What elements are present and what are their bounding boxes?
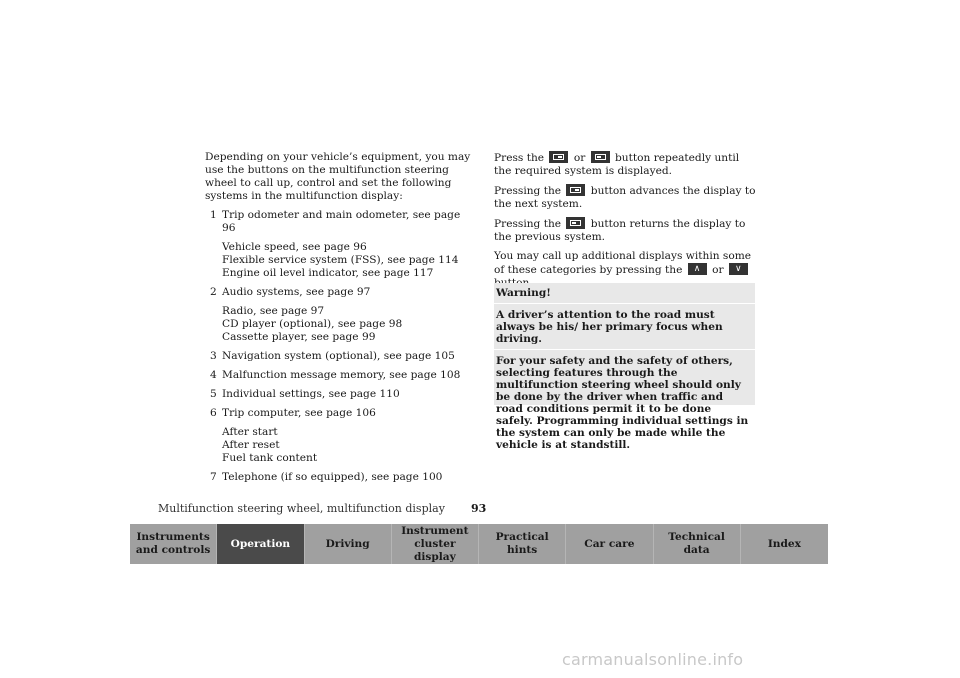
tab-driving[interactable]: Driving	[305, 524, 392, 564]
list-item-text: Audio systems, see page 97	[222, 286, 371, 298]
sub-list	[222, 241, 475, 280]
list-item-number: 4	[210, 369, 217, 381]
warning-paragraph-2: For your safety and the safety of others, selecting features through the multifunction steering wheel should only be done by the driver when traffic and road conditions permit it to be done safely. Programming individual settings in the system can only be made while the vehicle is at standstill.	[496, 355, 749, 451]
list-item-number: 6	[210, 407, 217, 419]
list-item-text: Malfunction message memory, see page 108	[222, 369, 461, 381]
list-item	[210, 209, 475, 280]
list-item-number: 3	[210, 350, 217, 362]
list-item	[210, 369, 475, 382]
warning-box	[494, 283, 755, 451]
display-next-icon	[566, 184, 585, 196]
tab-practical-hints[interactable]: Practical hints	[479, 524, 566, 564]
chevron-up-icon: ∧	[688, 263, 707, 275]
display-prev-icon	[591, 151, 610, 163]
chevron-down-icon: ∨	[729, 263, 748, 275]
left-column	[205, 151, 475, 490]
list-item	[210, 471, 475, 484]
sub-list-item: After reset	[222, 439, 280, 451]
list-item-text: Trip computer, see page 106	[222, 407, 376, 419]
list-item-number: 5	[210, 388, 217, 400]
tab-car-care[interactable]: Car care	[566, 524, 653, 564]
list-item	[210, 388, 475, 401]
instruction-2: Pressing the button advances the display to the next system.	[494, 185, 756, 210]
sub-list	[222, 305, 475, 344]
display-prev-icon	[566, 217, 585, 229]
list-item	[210, 286, 475, 344]
sub-list-item: After start	[222, 426, 278, 438]
instruction-4: You may call up additional displays within some of these categories by pressing the ∧ or ∨	[494, 250, 752, 276]
sub-list-item: CD player (optional), see page 98	[222, 318, 403, 330]
list-item-text: Individual settings, see page 110	[222, 388, 400, 400]
intro-text: Depending on your vehicle’s equipment, you may use the buttons on the multifunction steering wheel to call up, control and set the following systems in the multifunction display:	[205, 151, 471, 202]
tab-technical-data[interactable]: Technical data	[654, 524, 741, 564]
tab-instrument-cluster-display[interactable]: Instrument cluster display	[392, 524, 479, 564]
sub-list-item: Vehicle speed, see page 96	[222, 241, 367, 253]
sub-list	[222, 426, 475, 465]
list-item-text: Telephone (if so equipped), see page 100	[222, 471, 443, 483]
sub-list-item: Fuel tank content	[222, 452, 318, 464]
sub-list-item: Flexible service system (FSS), see page 114	[222, 254, 459, 266]
list-item-number: 2	[210, 286, 217, 298]
list-item-number: 7	[210, 471, 217, 483]
list-item-number: 1	[210, 209, 217, 221]
instruction-1: Press the or button repeatedly until the required system is displayed.	[494, 152, 740, 177]
chapter-nav	[130, 524, 828, 564]
sub-list-item: Radio, see page 97	[222, 305, 325, 317]
list-item-text: Trip odometer and main odometer, see page 96	[222, 209, 461, 234]
display-next-icon	[549, 151, 568, 163]
warning-paragraph-1: A driver’s attention to the road must always be his/ her primary focus when driving.	[494, 304, 755, 350]
page-number: 93	[471, 502, 487, 515]
systems-list	[205, 209, 475, 484]
sub-list-item: Engine oil level indicator, see page 117	[222, 267, 434, 279]
list-item	[210, 407, 475, 465]
instruction-3: Pressing the button returns the display to the previous system.	[494, 218, 746, 243]
sub-list-item: Cassette player, see page 99	[222, 331, 376, 343]
right-column	[494, 151, 756, 296]
list-item	[210, 350, 475, 363]
tab-index[interactable]: Index	[741, 524, 828, 564]
section-title: Multifunction steering wheel, multifunction display	[158, 502, 445, 515]
tab-instruments-and-controls[interactable]: Instruments and controls	[130, 524, 217, 564]
warning-title: Warning!	[494, 283, 755, 304]
watermark: carmanualsonline.info	[562, 650, 744, 669]
list-item-text: Navigation system (optional), see page 105	[222, 350, 455, 362]
tab-operation[interactable]: Operation	[217, 524, 304, 564]
